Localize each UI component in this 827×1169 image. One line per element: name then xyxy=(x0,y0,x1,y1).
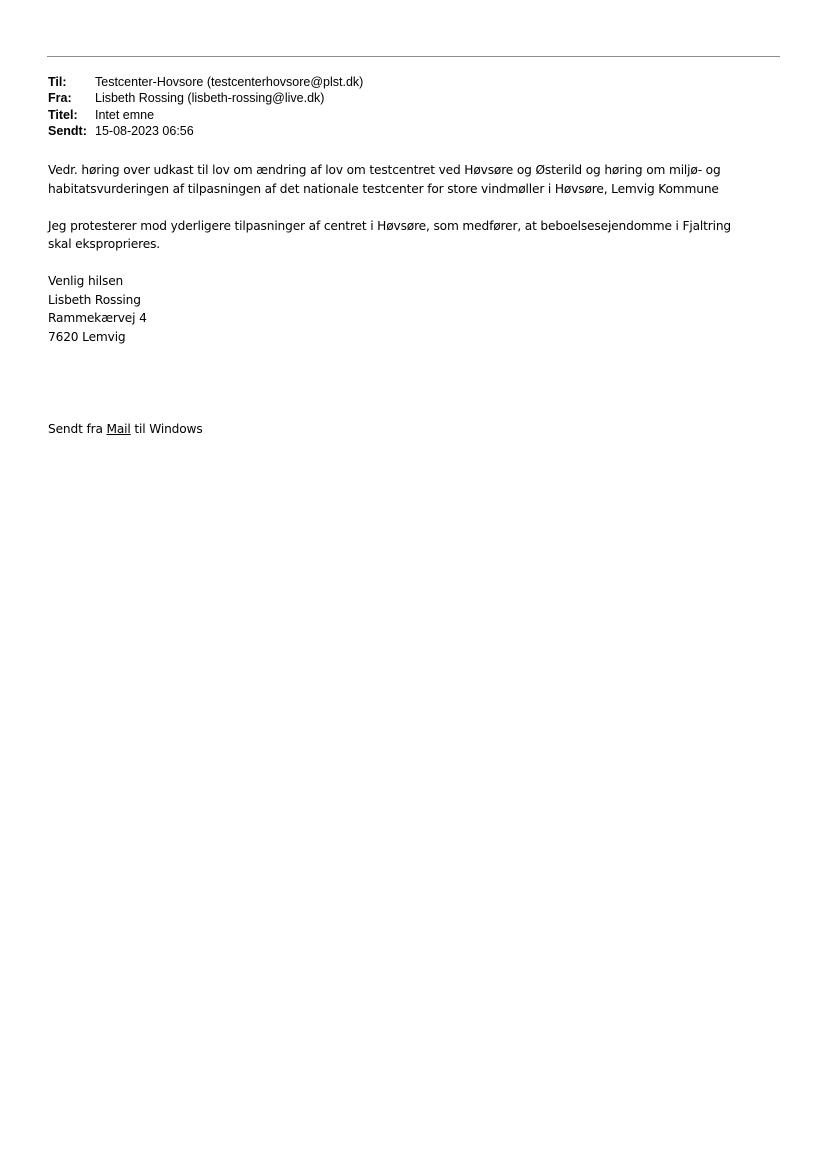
sent-label: Sendt: xyxy=(48,123,87,138)
sent-row xyxy=(48,123,363,139)
footer-suffix: til Windows xyxy=(130,422,203,436)
from-label: Fra: xyxy=(48,91,72,106)
mail-link[interactable]: Mail xyxy=(106,422,131,436)
subject-label: Titel: xyxy=(48,107,78,122)
body-paragraph-subject: Vedr. høring over udkast til lov om ændring af lov om testcentret ved Høvsøre og Østerild og høring om miljø- og habitatsvurderingen af tilpasningen af det nationale testcenter for store vindmøller i Høvsøre, Lemvig Kommune xyxy=(48,163,721,196)
email-body xyxy=(48,161,788,439)
email-headers xyxy=(48,74,363,139)
signature-closing: Venlig hilsen xyxy=(48,274,124,288)
signature-name: Lisbeth Rossing xyxy=(48,292,141,307)
from-value: Lisbeth Rossing (lisbeth-rossing@live.dk) xyxy=(95,91,325,106)
footer-prefix: Sendt fra xyxy=(48,422,107,436)
to-value: Testcenter-Hovsore (testcenterhovsore@plst.dk) xyxy=(95,75,364,89)
signature-city: 7620 Lemvig xyxy=(48,329,126,344)
body-paragraph-protest: Jeg protesterer mod yderligere tilpasninger af centret i Høvsøre, som medfører, at beboelsesejendomme i Fjaltring skal eksproprieres. xyxy=(48,218,732,251)
sent-value: 15-08-2023 06:56 xyxy=(95,123,194,138)
header-divider xyxy=(47,56,780,57)
to-row xyxy=(48,74,363,90)
subject-value: Intet emne xyxy=(95,107,155,122)
from-row xyxy=(48,90,363,106)
to-label: Til: xyxy=(48,75,67,89)
sent-from-footer xyxy=(48,420,788,439)
signature-street: Rammekærvej 4 xyxy=(48,311,147,325)
subject-row xyxy=(48,107,363,123)
